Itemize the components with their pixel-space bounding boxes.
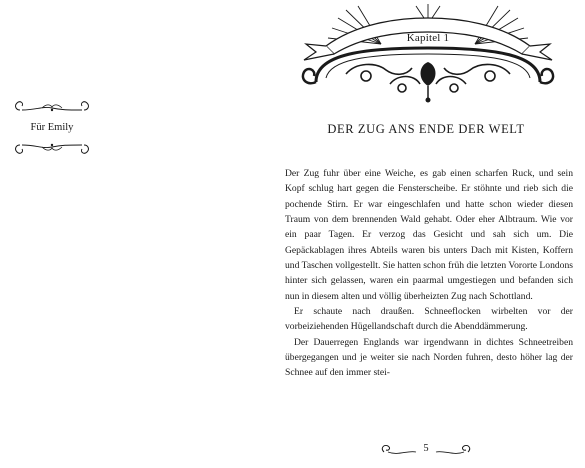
paragraph: Der Zug fuhr über eine Weiche, es gab einen scharfen Ruck, und sein Kopf schlug hart gegen die Fensterscheibe. Er stöhnte und rieb sich die pochende Stirn. Er war eingeschlafen und hatte schon wieder diesen Traum von dem brennenden Wald gehabt. Oder eher Albtraum. Wie vor ein paar Tagen. Er verzog das Gesicht und sah sich um. Die Gepäckablagen ihres Abteils waren bis unters Dach mit Kisten, Koffern und Taschen vollgestellt. Sie hatten schon früh die letzten Vororte Londons hinter sich gelassen, waren ein paarmal umgestiegen und befanden sich nun in diesem alten und völlig überheizten Zug nach Schottland. <box>285 168 573 302</box>
chapter-title: DER ZUG ANS ENDE DER WELT <box>327 122 525 136</box>
paragraph: Der Dauerregen Englands war irgendwann in dichtes Schneetreiben übergegangen und je weiter sie nach Norden fuhren, desto höher lag der Schnee auf den immer stei- <box>285 336 573 379</box>
page-footer <box>276 440 576 462</box>
right-page <box>276 0 576 468</box>
body-text <box>285 166 573 381</box>
page-number: 5 <box>423 443 429 454</box>
left-page <box>0 0 110 468</box>
paragraph: Er schaute nach draußen. Schneeflocken wirbelten vor der vorbeiziehenden Hügellandschaft durch die Abenddämmerung. <box>285 306 573 333</box>
chapter-label: Kapitel 1 <box>406 32 450 44</box>
ornamental-banner-icon <box>286 4 570 104</box>
chapter-banner <box>286 4 570 104</box>
dedication <box>8 98 96 157</box>
top-flourish-icon <box>12 98 92 116</box>
dedication-text: Für Emily <box>30 122 74 133</box>
bottom-flourish-icon <box>12 139 92 157</box>
